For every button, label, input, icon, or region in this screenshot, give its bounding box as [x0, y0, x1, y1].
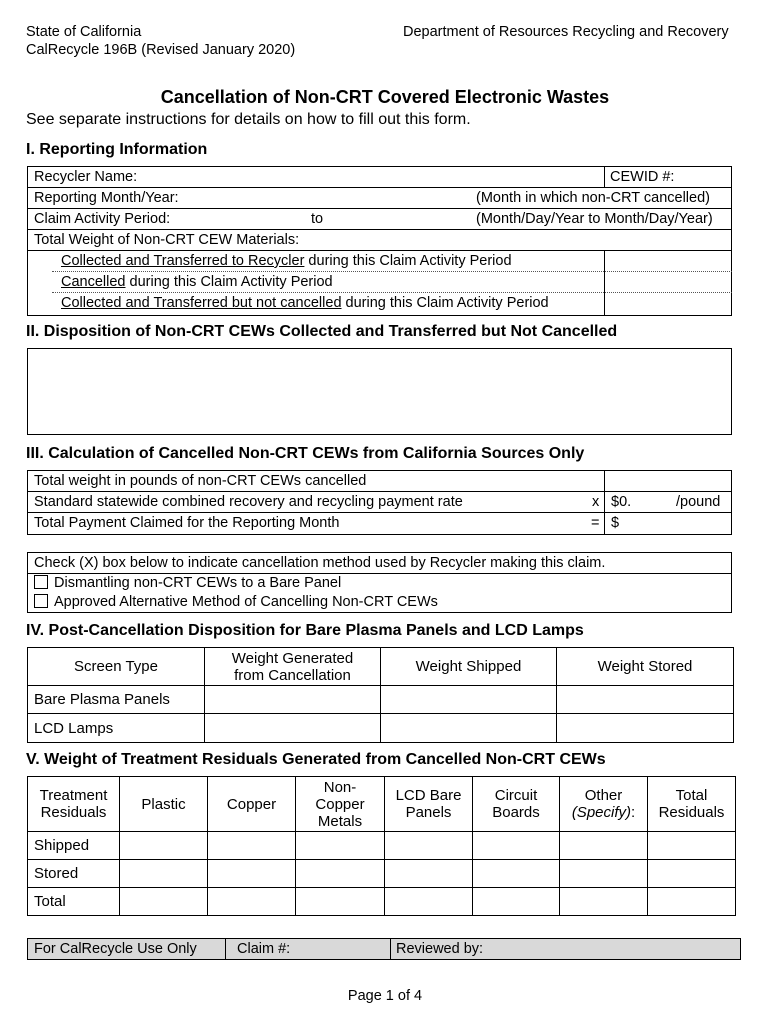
- reviewed-by-label: Reviewed by:: [396, 941, 484, 957]
- col-plastic: Plastic: [120, 777, 208, 832]
- alternative-method-checkbox[interactable]: [34, 594, 48, 608]
- table-cell-input[interactable]: [205, 686, 381, 714]
- claim-period-to: to: [311, 211, 324, 227]
- post-cancellation-table: [27, 647, 734, 743]
- table-cell-input[interactable]: [648, 860, 736, 888]
- table-cell-input[interactable]: [385, 888, 473, 916]
- table-cell-input[interactable]: [120, 832, 208, 860]
- section-1-heading: I. Reporting Information: [26, 141, 208, 158]
- col-total-residuals: Total Residuals: [648, 777, 736, 832]
- row-label-stored: Stored: [28, 860, 120, 888]
- col-copper: Copper: [208, 777, 296, 832]
- row-label-shipped: Shipped: [28, 832, 120, 860]
- calc-total-weight-label: Total weight in pounds of non-CRT CEWs cancelled: [34, 473, 367, 489]
- table-cell-input[interactable]: [296, 860, 385, 888]
- table-cell-input[interactable]: [208, 832, 296, 860]
- col-weight-stored: Weight Stored: [557, 648, 734, 686]
- total-weight-cancelled-input[interactable]: [605, 471, 731, 491]
- table-cell-input[interactable]: [296, 888, 385, 916]
- form-title: Cancellation of Non-CRT Covered Electronic Wastes: [160, 87, 610, 107]
- reporting-month-note: (Month in which non-CRT cancelled): [476, 190, 710, 206]
- col-weight-shipped: Weight Shipped: [381, 648, 557, 686]
- col-other: Other (Specify):: [560, 777, 648, 832]
- row-label-lcd-lamps: LCD Lamps: [28, 714, 205, 743]
- table-cell-input[interactable]: [120, 888, 208, 916]
- total-weight-label: Total Weight of Non-CRT CEW Materials:: [34, 232, 300, 248]
- treatment-residuals-table: [27, 776, 736, 916]
- calc-total-payment-label: Total Payment Claimed for the Reporting Month: [34, 515, 340, 531]
- table-cell-input[interactable]: [296, 832, 385, 860]
- not-cancelled-weight-input[interactable]: [605, 293, 731, 315]
- table-cell-input[interactable]: [385, 832, 473, 860]
- table-cell-input[interactable]: [205, 714, 381, 743]
- table-cell-input[interactable]: [557, 714, 734, 743]
- form-subtitle: See separate instructions for details on how to fill out this form.: [26, 111, 471, 128]
- use-only-label: For CalRecycle Use Only: [34, 941, 197, 957]
- option-alternative[interactable]: Approved Alternative Method of Cancelling Non-CRT CEWs: [34, 594, 438, 611]
- col-non-copper-metals: Non- Copper Metals: [296, 777, 385, 832]
- recycler-name-label: Recycler Name:: [34, 169, 138, 185]
- row-label-total: Total: [28, 888, 120, 916]
- state-label: State of California: [26, 24, 142, 40]
- option-dismantling[interactable]: Dismantling non-CRT CEWs to a Bare Panel: [34, 575, 341, 592]
- page-number: Page 1 of 4: [347, 988, 423, 1004]
- table-cell-input[interactable]: [381, 686, 557, 714]
- table-cell-input[interactable]: [557, 686, 734, 714]
- cancelled-weight-input[interactable]: [605, 272, 731, 292]
- collected-weight-input[interactable]: [605, 251, 731, 271]
- table-cell-input[interactable]: [381, 714, 557, 743]
- weight-row-not-cancelled: Collected and Transferred but not cancelled during this Claim Activity Period: [61, 295, 549, 311]
- method-instruction: Check (X) box below to indicate cancellation method used by Recycler making this claim.: [34, 555, 606, 571]
- weight-row-collected: Collected and Transferred to Recycler during this Claim Activity Period: [61, 253, 512, 269]
- table-cell-input[interactable]: [120, 860, 208, 888]
- table-cell-input[interactable]: [473, 860, 560, 888]
- table-cell-input[interactable]: [208, 888, 296, 916]
- col-screen-type: Screen Type: [28, 648, 205, 686]
- col-weight-generated: Weight Generated from Cancellation: [205, 648, 381, 686]
- dismantling-checkbox[interactable]: [34, 575, 48, 589]
- table-cell-input[interactable]: [560, 832, 648, 860]
- table-cell-input[interactable]: [560, 860, 648, 888]
- col-circuit-boards: Circuit Boards: [473, 777, 560, 832]
- col-lcd-bare-panels: LCD Bare Panels: [385, 777, 473, 832]
- claim-period-note: (Month/Day/Year to Month/Day/Year): [476, 211, 713, 227]
- claim-period-label: Claim Activity Period:: [34, 211, 171, 227]
- claim-number-label: Claim #:: [237, 941, 291, 957]
- calc-rate-unit: /pound: [676, 494, 721, 510]
- table-cell-input[interactable]: [560, 888, 648, 916]
- col-treatment-residuals: Treatment Residuals: [28, 777, 120, 832]
- section-4-heading: IV. Post-Cancellation Disposition for Bare Plasma Panels and LCD Lamps: [26, 622, 584, 639]
- calc-rate-label: Standard statewide combined recovery and recycling payment rate: [34, 494, 463, 510]
- disposition-textarea[interactable]: [27, 348, 732, 435]
- section-2-heading: II. Disposition of Non-CRT CEWs Collected and Transferred but Not Cancelled: [26, 323, 618, 340]
- table-cell-input[interactable]: [648, 832, 736, 860]
- department-label: Department of Resources Recycling and Recovery: [403, 24, 729, 40]
- calc-payment-value: $: [611, 515, 620, 531]
- table-cell-input[interactable]: [473, 888, 560, 916]
- calc-multiply-sign: x: [592, 494, 600, 510]
- section-3-heading: III. Calculation of Cancelled Non-CRT CEWs from California Sources Only: [26, 445, 585, 462]
- reporting-month-label: Reporting Month/Year:: [34, 190, 179, 206]
- form-id-label: CalRecycle 196B (Revised January 2020): [26, 42, 296, 58]
- table-cell-input[interactable]: [385, 860, 473, 888]
- row-label-plasma: Bare Plasma Panels: [28, 686, 205, 714]
- table-cell-input[interactable]: [473, 832, 560, 860]
- calc-rate-value: $0.: [611, 494, 632, 510]
- section-5-heading: V. Weight of Treatment Residuals Generated from Cancelled Non-CRT CEWs: [26, 751, 606, 768]
- cewid-label: CEWID #:: [610, 169, 675, 185]
- table-cell-input[interactable]: [208, 860, 296, 888]
- weight-row-cancelled: Cancelled during this Claim Activity Period: [61, 274, 333, 290]
- calc-equals-sign: =: [591, 515, 600, 531]
- table-cell-input[interactable]: [648, 888, 736, 916]
